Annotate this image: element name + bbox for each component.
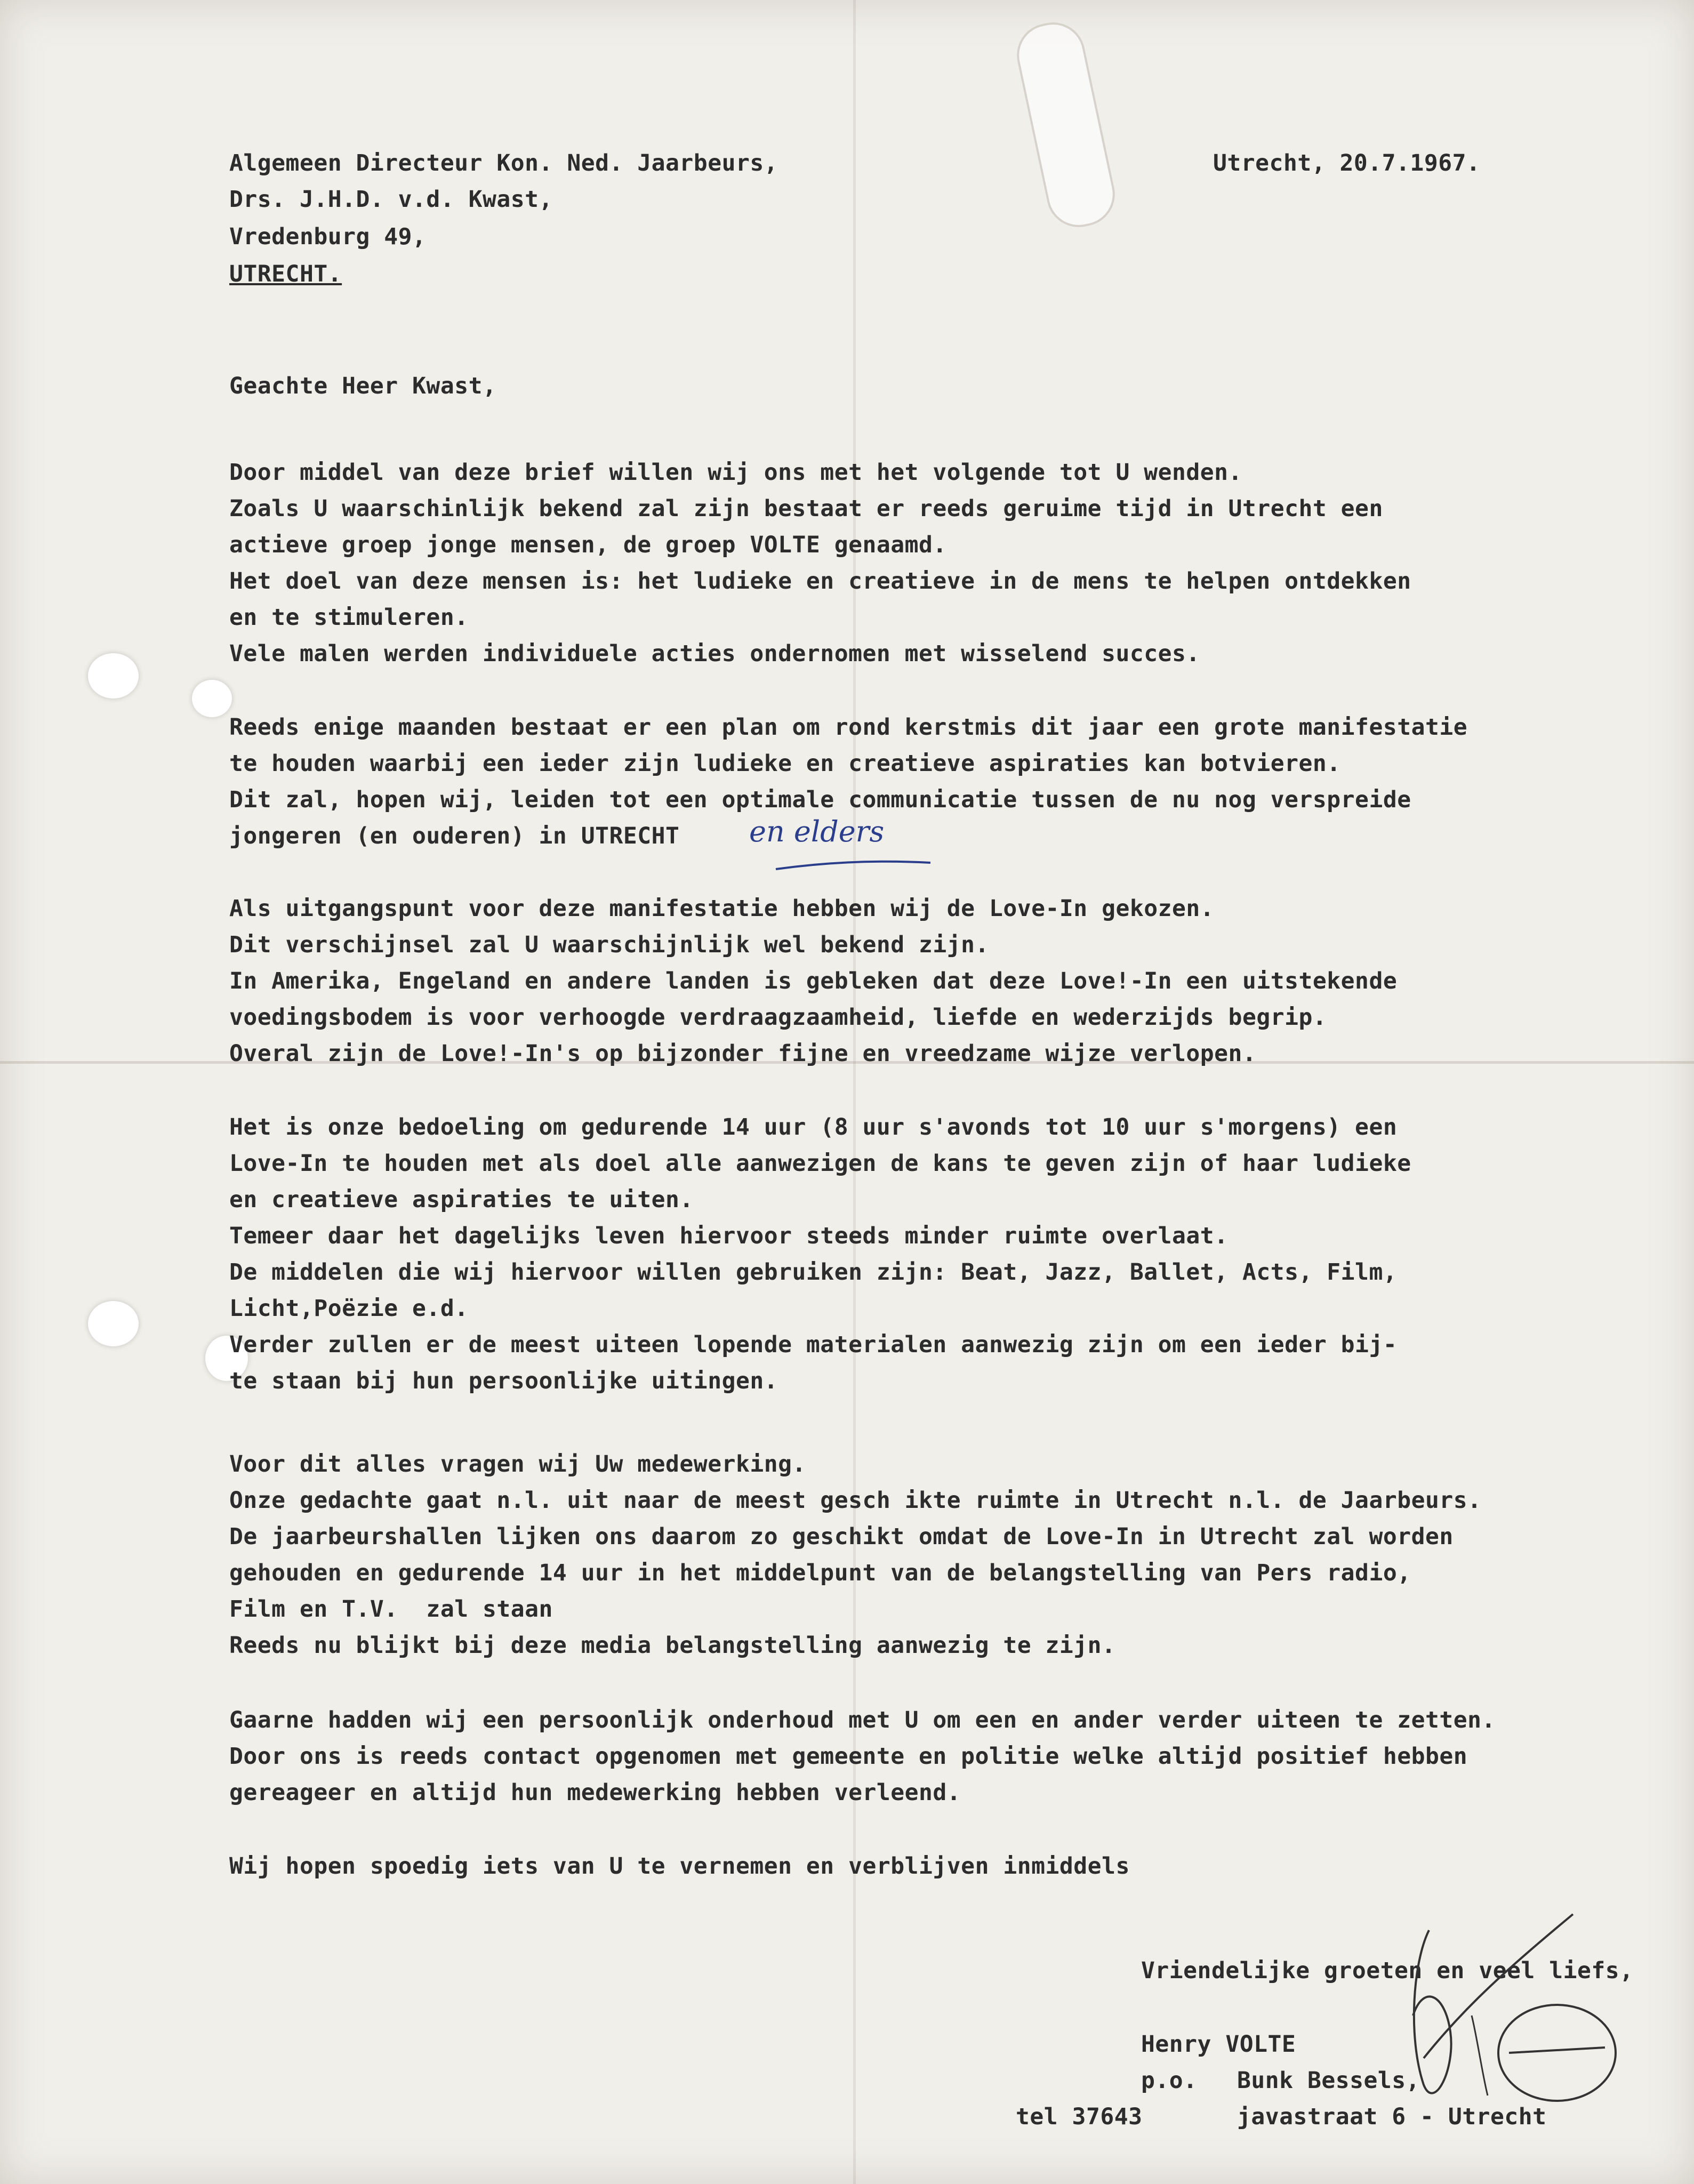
body-line: Onze gedachte gaat n.l. uit naar de meest gesch ikte ruimte in Utrecht n.l. de Jaarbeurs. [229,1487,1482,1514]
sender-po-name: Bunk Bessels, [1237,2067,1420,2094]
recipient-city: UTRECHT. [229,261,342,287]
punch-hole [88,1301,139,1346]
body-line: Het doel van deze mensen is: het ludieke en creatieve in de mens te helpen ontdekken [229,568,1411,595]
body-line: Love-In te houden met als doel alle aanwezigen de kans te geven zijn of haar ludieke [229,1150,1411,1177]
closing: Vriendelijke groeten en veel liefs, [1141,1957,1634,1984]
body-line: jongeren (en ouderen) in UTRECHT [229,823,680,849]
letter-date: Utrecht, 20.7.1967. [1213,150,1481,176]
body-line: te staan bij hun persoonlijke uitingen. [229,1368,778,1394]
body-line: Door ons is reeds contact opgenomen met gemeente en politie welke altijd positief hebben [229,1743,1468,1770]
body-line: gereageer en altijd hun medewerking hebben verleend. [229,1779,961,1806]
body-line: De jaarbeurshallen lijken ons daarom zo geschikt omdat de Love-In in Utrecht zal worden [229,1523,1454,1550]
body-line: en te stimuleren. [229,604,469,631]
body-line: Reeds enige maanden bestaat er een plan om rond kerstmis dit jaar een grote manifestatie [229,714,1468,741]
punch-hole [88,653,139,698]
salutation: Geachte Heer Kwast, [229,373,497,399]
body-line: Voor dit alles vragen wij Uw medewerking. [229,1451,806,1478]
body-line: Het is onze bedoeling om gedurende 14 uur (8 uur s'avonds tot 10 uur s'morgens) een [229,1114,1398,1141]
body-line: Overal zijn de Love!-In's op bijzonder fijne en vreedzame wijze verlopen. [229,1040,1257,1067]
punch-hole [192,680,232,717]
recipient-line: Algemeen Directeur Kon. Ned. Jaarbeurs, [229,150,778,176]
body-line: Reeds nu blijkt bij deze media belangstelling aanwezig te zijn. [229,1632,1116,1659]
body-line: Temeer daar het dagelijks leven hiervoor steeds minder ruimte overlaat. [229,1223,1229,1249]
sender-phone: tel 37643 [1016,2103,1143,2130]
body-line: Verder zullen er de meest uiteen lopende materialen aanwezig zijn om een ieder bij- [229,1331,1398,1358]
body-line: Dit zal, hopen wij, leiden tot een optimale communicatie tussen de nu nog verspreide [229,786,1411,813]
body-line: te houden waarbij een ieder zijn ludieke en creatieve aspiraties kan botvieren. [229,750,1341,777]
body-line: Gaarne hadden wij een persoonlijk onderhoud met U om een en ander verder uiteen te zetten. [229,1707,1496,1733]
body-line: Vele malen werden individuele acties ondernomen met wisselend succes. [229,640,1200,667]
paperclip-mark [1011,17,1121,233]
body-line: Door middel van deze brief willen wij ons met het volgende tot U wenden. [229,459,1242,486]
body-line: gehouden en gedurende 14 uur in het middelpunt van de belangstelling van Pers radio, [229,1560,1411,1586]
body-line: In Amerika, Engeland en andere landen is gebleken dat deze Love!-In een uitstekende [229,968,1398,994]
body-line: Film en T.V. zal staan [229,1596,553,1623]
recipient-line: Drs. J.H.D. v.d. Kwast, [229,186,553,213]
sender-name: Henry VOLTE [1141,2031,1296,2058]
body-line: Dit verschijnsel zal U waarschijnlijk wel bekend zijn. [229,932,989,958]
body-line: en creatieve aspiraties te uiten. [229,1186,694,1213]
body-line: Zoals U waarschinlijk bekend zal zijn bestaat er reeds geruime tijd in Utrecht een [229,495,1383,522]
handwritten-note: en elders [749,815,885,848]
body-line: voedingsbodem is voor verhoogde verdraagzaamheid, liefde en wederzijds begrip. [229,1004,1327,1031]
body-line: De middelen die wij hiervoor willen gebruiken zijn: Beat, Jazz, Ballet, Acts, Film, [229,1259,1398,1286]
body-line: Als uitgangspunt voor deze manifestatie hebben wij de Love-In gekozen. [229,895,1215,922]
recipient-line: Vredenburg 49, [229,223,427,250]
body-line: Licht,Poëzie e.d. [229,1295,469,1322]
body-line: actieve groep jonge mensen, de groep VOLTE genaamd. [229,532,947,558]
sender-address: javastraat 6 - Utrecht [1237,2103,1547,2130]
body-line: Wij hopen spoedig iets van U te vernemen en verblijven inmiddels [229,1853,1130,1880]
handwritten-underline [773,853,933,874]
sender-po-prefix: p.o. [1141,2067,1198,2094]
signature [1349,1898,1680,2143]
